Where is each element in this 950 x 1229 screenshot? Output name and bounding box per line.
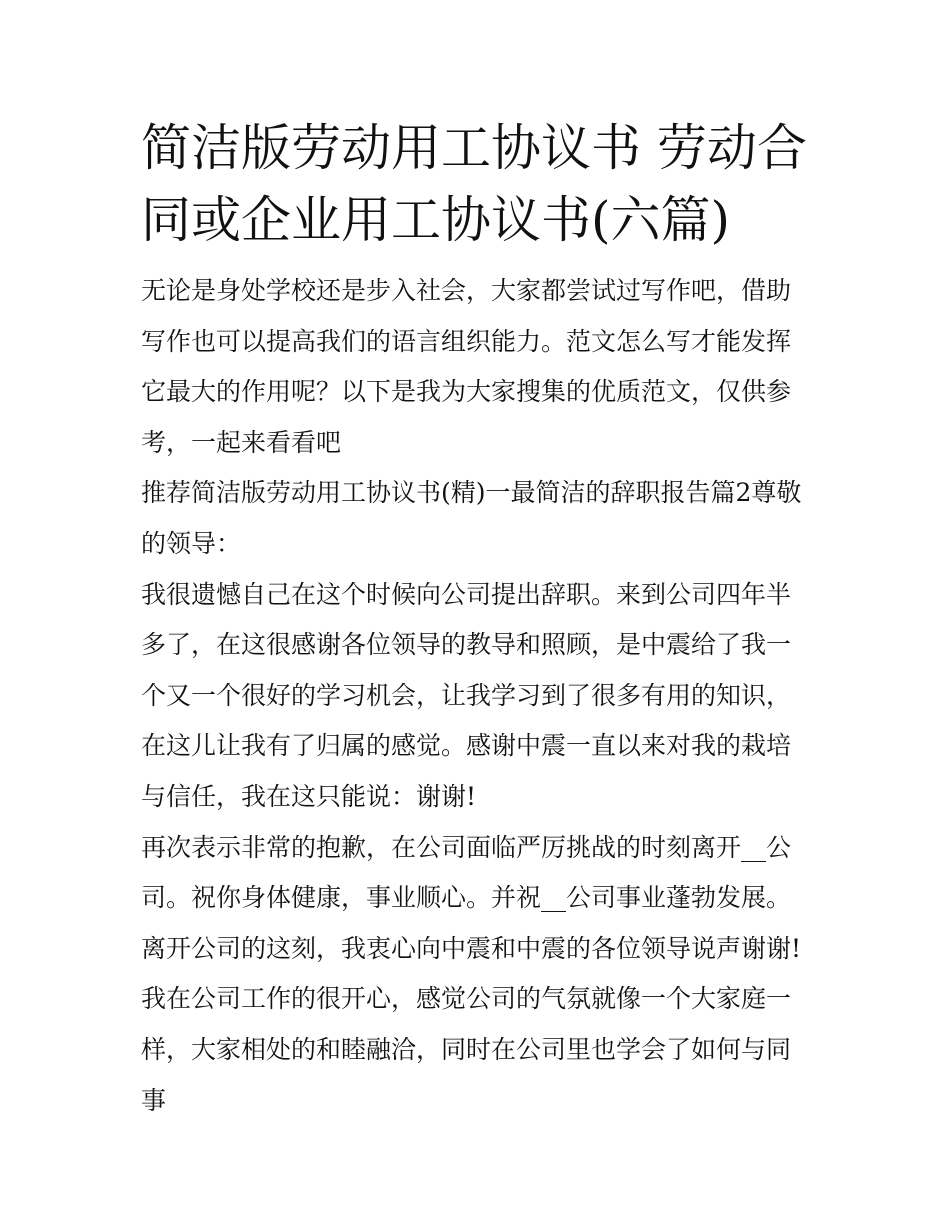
paragraph-experience: 我在公司工作的很开心，感觉公司的气氛就像一个大家庭一样，大家相处的和睦融洽，同时在公司里也学会了如何与同事 xyxy=(141,984,792,1115)
paragraph-intro: 无论是身处学校还是步入社会，大家都尝试过写作吧，借助写作也可以提高我们的语言组织能力。范文怎么写才能发挥它最大的作用呢？以下是我为大家搜集的优质范文，仅供参考，一起来看看吧 xyxy=(141,276,792,457)
document-title: 简洁版劳动用工协议书 劳动合同或企业用工协议书(六篇) xyxy=(141,119,807,249)
paragraph-thanks: 离开公司的这刻，我衷心向中震和中震的各位领导说声谢谢! xyxy=(141,933,802,963)
paragraph-resignation: 我很遗憾自己在这个时候向公司提出辞职。来到公司四年半多了，在这很感谢各位领导的教导和照顾，是中震给了我一个又一个很好的学习机会，让我学习到了很多有用的知识，在这儿让我有了归属的感觉。感谢中震一直以来对我的栽培与信任，我在这只能说：谢谢! xyxy=(141,579,792,811)
paragraph-apology: 再次表示非常的抱歉，在公司面临严厉挑战的时刻离开__公司。祝你身体健康，事业顺心。并祝__公司事业蓬勃发展。 xyxy=(141,832,792,913)
paragraph-recommend: 推荐简洁版劳动用工协议书(精)一最简洁的辞职报告篇2尊敬的领导： xyxy=(141,478,802,558)
document-body xyxy=(141,112,813,1126)
